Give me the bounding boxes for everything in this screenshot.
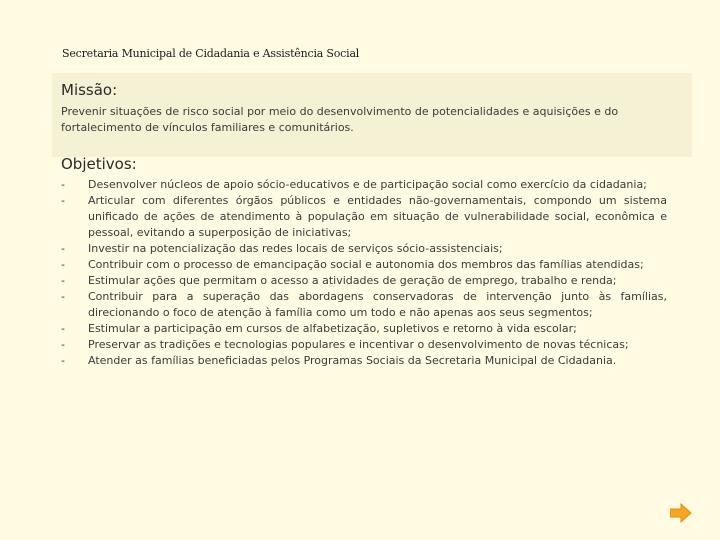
- list-item: [61, 353, 667, 369]
- bullet-dash: -: [61, 274, 65, 287]
- mission-heading: Missão:: [61, 81, 118, 99]
- mission-text: Prevenir situações de risco social por meio do desenvolvimento de potencialidades e aquisições e do fortalecimento de vínculos familiares e comunitários.: [61, 105, 619, 134]
- bullet-dash: -: [61, 354, 65, 367]
- list-item-text: Desenvolver núcleos de apoio sócio-educativos e de participação social como exercício da cidadania;: [88, 178, 647, 191]
- objectives-list: [61, 177, 667, 369]
- list-item: [61, 273, 667, 289]
- page-title: Secretaria Municipal de Cidadania e Assistência Social: [62, 47, 360, 60]
- list-item: [61, 177, 667, 193]
- arrow-right-icon: [670, 503, 692, 523]
- list-item-text: Contribuir com o processo de emancipação social e autonomia dos membros das famílias atendidas;: [88, 258, 644, 271]
- bullet-dash: -: [61, 322, 65, 335]
- next-slide-button[interactable]: [670, 503, 692, 523]
- list-item-text: Articular com diferentes órgãos públicos e entidades não-governamentais, compondo um sistema unificado de ações de atendimento à população em situação de vulnerabilidade social, econômica e pessoal, evitando a superposição de iniciativas;: [88, 194, 667, 239]
- bullet-dash: -: [61, 194, 65, 207]
- bullet-dash: -: [61, 290, 65, 303]
- list-item: [61, 337, 667, 353]
- bullet-dash: -: [61, 242, 65, 255]
- list-item: [61, 241, 667, 257]
- bullet-dash: -: [61, 258, 65, 271]
- list-item-text: Estimular ações que permitam o acesso a atividades de geração de emprego, trabalho e renda;: [88, 274, 617, 287]
- bullet-dash: -: [61, 338, 65, 351]
- objectives-heading: Objetivos:: [61, 155, 137, 173]
- list-item-text: Atender as famílias beneficiadas pelos Programas Sociais da Secretaria Municipal de Cidadania.: [88, 354, 617, 367]
- list-item: [61, 257, 667, 273]
- list-item-text: Estimular a participação em cursos de alfabetização, supletivos e retorno à vida escolar;: [88, 322, 577, 335]
- list-item-text: Preservar as tradições e tecnologias populares e incentivar o desenvolvimento de novas técnicas;: [88, 338, 629, 351]
- list-item: [61, 321, 667, 337]
- list-item-text: Contribuir para a superação das abordagens conservadoras de intervenção junto às famílias, direcionando o foco de atenção à família como um todo e não apenas aos seus segmentos;: [88, 290, 667, 319]
- list-item-text: Investir na potencialização das redes locais de serviços sócio-assistenciais;: [88, 242, 503, 255]
- list-item: [61, 193, 667, 241]
- bullet-dash: -: [61, 178, 65, 191]
- list-item: [61, 289, 667, 321]
